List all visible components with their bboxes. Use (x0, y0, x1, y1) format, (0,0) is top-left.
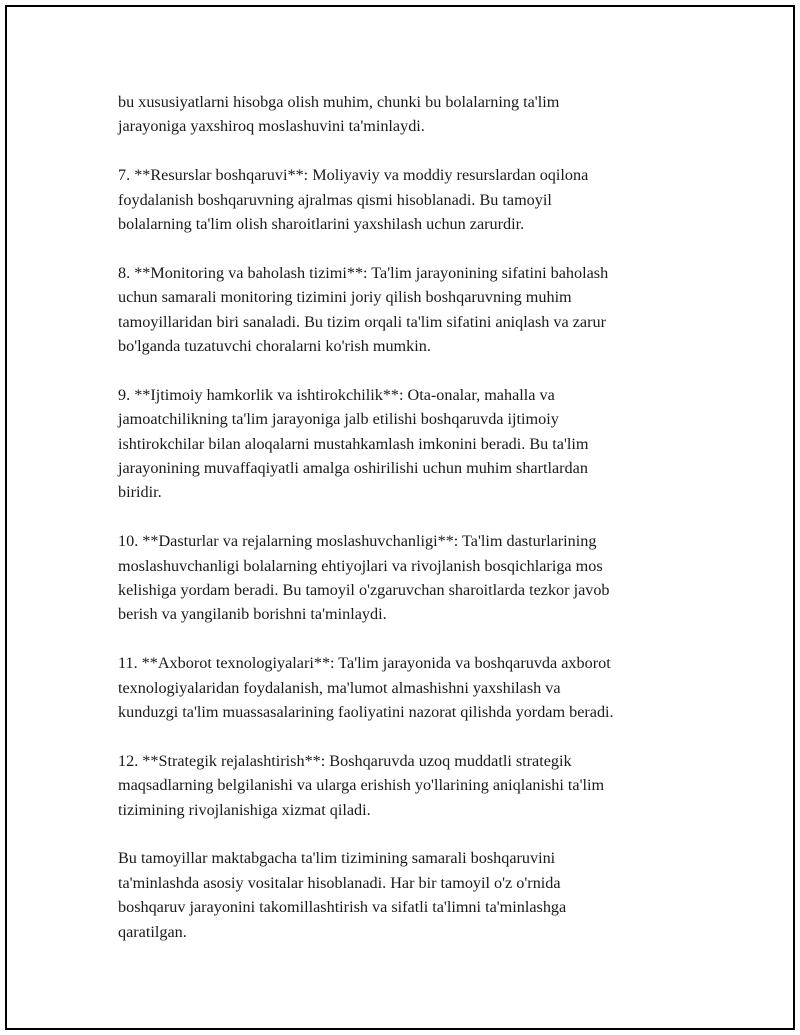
text-line: tizimining rivojlanishiga xizmat qiladi. (118, 800, 371, 819)
text-line: uchun samarali monitoring tizimini joriy qilish boshqaruvning muhim (118, 288, 572, 307)
paragraph-intro-continuation (118, 90, 718, 139)
text-line: biridir. (118, 483, 162, 502)
text-line: berish va yangilanib borishni ta'minlaydi. (118, 605, 387, 624)
text-line: jarayoniga yaxshiroq moslashuvini ta'minlaydi. (118, 117, 425, 136)
text-line: bu xususiyatlarni hisobga olish muhim, chunki bu bolalarning ta'lim (118, 93, 560, 111)
text-line: kunduzgi ta'lim muassasalarining faoliyatini nazorat qilishda yordam beradi. (118, 703, 614, 722)
text-line: 11. **Axborot texnologiyalari**: Ta'lim jarayonida va boshqaruvda axborot (118, 654, 611, 673)
text-line: moslashuvchanligi bolalarning ehtiyojlari va rivojlanish bosqichlariga mos (118, 556, 603, 575)
text-line: texnologiyalaridan foydalanish, ma'lumot almashishni yaxshilash va (118, 678, 561, 697)
text-line: tamoyillaridan biri sanaladi. Bu tizim orqali ta'lim sifatini aniqlash va zarur (118, 312, 606, 331)
text-line: 9. **Ijtimoiy hamkorlik va ishtirokchilik**: Ota-onalar, mahalla va (118, 385, 555, 404)
text-line: foydalanish boshqaruvning ajralmas qismi hisoblanadi. Bu tamoyil (118, 190, 552, 209)
text-line: jamoatchilikning ta'lim jarayoniga jalb etilishi boshqaruvda ijtimoiy (118, 410, 559, 429)
text-line: qaratilgan. (118, 922, 187, 941)
paragraph-item-7 (118, 163, 718, 236)
paragraph-item-10 (118, 529, 718, 627)
text-line: 7. **Resurslar boshqaruvi**: Moliyaviy va moddiy resurslardan oqilona (118, 166, 589, 185)
text-line: 12. **Strategik rejalashtirish**: Boshqaruvda uzoq muddatli strategik (118, 751, 572, 770)
paragraph-conclusion (118, 846, 718, 944)
document-body (118, 90, 718, 969)
text-line: boshqaruv jarayonini takomillashtirish va sifatli ta'limni ta'minlashga (118, 898, 567, 917)
paragraph-item-11 (118, 651, 718, 724)
text-line: bolalarning ta'lim olish sharoitlarini yaxshilash uchun zarurdir. (118, 215, 525, 234)
text-line: 10. **Dasturlar va rejalarning moslashuvchanligi**: Ta'lim dasturlarining (118, 532, 597, 551)
paragraph-item-9 (118, 383, 718, 505)
text-line: maqsadlarning belgilanishi va ularga erishish yo'llarining aniqlanishi ta'lim (118, 776, 605, 795)
paragraph-item-8 (118, 261, 718, 359)
text-line: ta'minlashda asosiy vositalar hisoblanadi. Har bir tamoyil o'z o'rnida (118, 873, 561, 892)
text-line: Bu tamoyillar maktabgacha ta'lim tizimining samarali boshqaruvini (118, 849, 556, 868)
text-line: 8. **Monitoring va baholash tizimi**: Ta'lim jarayonining sifatini baholash (118, 263, 609, 282)
text-line: bo'lganda tuzatuvchi choralarni ko'rish mumkin. (118, 337, 431, 356)
text-line: kelishiga yordam beradi. Bu tamoyil o'zgaruvchan sharoitlarda tezkor javob (118, 581, 610, 600)
paragraph-item-12 (118, 749, 718, 822)
text-line: jarayonining muvaffaqiyatli amalga oshirilishi uchun muhim shartlardan (118, 459, 588, 478)
text-line: ishtirokchilar bilan aloqalarni mustahkamlash imkonini beradi. Bu ta'lim (118, 434, 589, 453)
